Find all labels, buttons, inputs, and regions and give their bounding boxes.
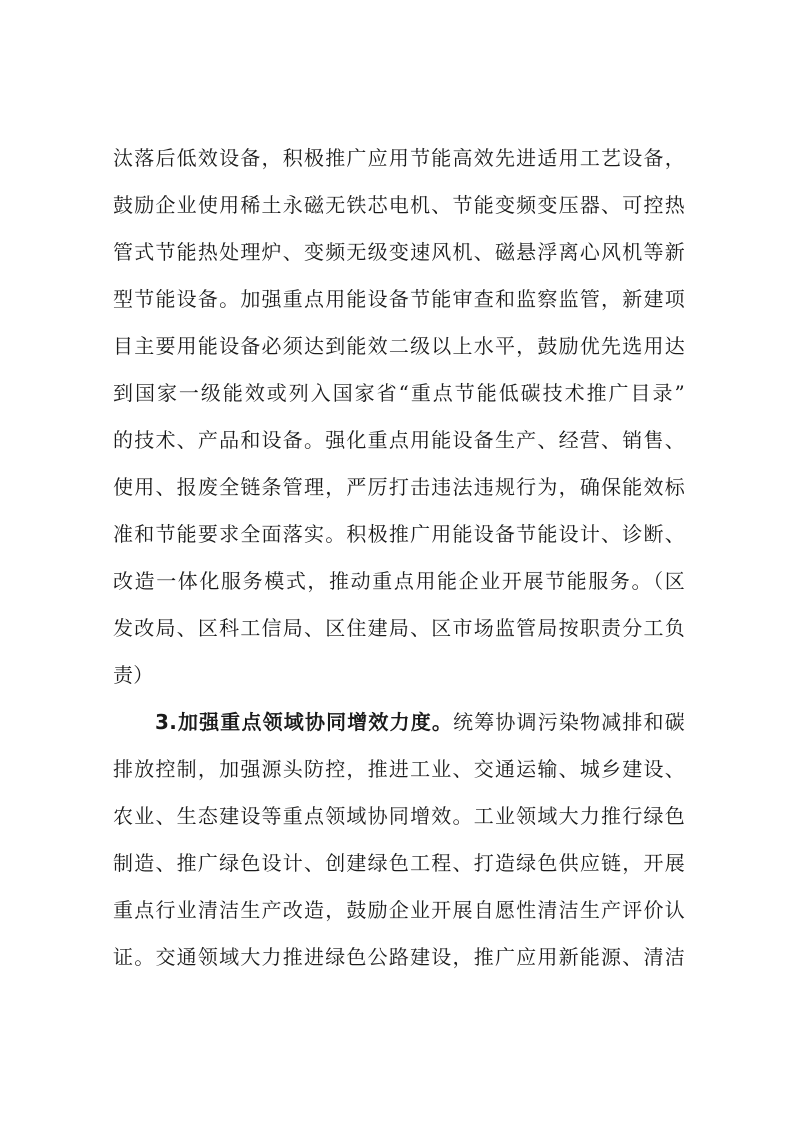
text-line: 管式节能热处理炉、变频无级变速风机、磁悬浮离心风机等新 xyxy=(113,240,685,264)
text-line: 准和节能要求全面落实。积极推广用能设备节能设计、诊断、 xyxy=(113,522,685,546)
text-line: 排放控制，加强源头防控，推进工业、交通运输、城乡建设、 xyxy=(113,757,685,781)
text-line: 的技术、产品和设备。强化重点用能设备生产、经营、销售、 xyxy=(113,428,685,452)
text-line: 制造、推广绿色设计、创建绿色工程、打造绿色供应链，开展 xyxy=(113,851,685,875)
text-line: 型节能设备。加强重点用能设备节能审查和监察监管，新建项 xyxy=(113,287,685,311)
text-line: 重点行业清洁生产改造，鼓励企业开展自愿性清洁生产评价认 xyxy=(113,898,685,922)
text-line: 发改局、区科工信局、区住建局、区市场监管局按职责分工负 xyxy=(113,616,685,640)
text-line: 鼓励企业使用稀土永磁无铁芯电机、节能变频变压器、可控热 xyxy=(113,193,685,217)
text-line: 使用、报废全链条管理，严厉打击违法违规行为，确保能效标 xyxy=(113,475,685,499)
text-span: 统筹协调污染物减排和碳 xyxy=(453,710,685,734)
text-line: 证。交通领域大力推进绿色公路建设，推广应用新能源、清洁 xyxy=(113,945,685,969)
section-heading: 3.加强重点领域协同增效力度。 xyxy=(155,710,454,734)
text-line: 责） xyxy=(113,663,154,687)
text-line: 目主要用能设备必须达到能效二级以上水平，鼓励优先选用达 xyxy=(113,334,685,358)
text-line: 改造一体化服务模式，推动重点用能企业开展节能服务。（区 xyxy=(113,569,685,593)
text-line: 汰落后低效设备，积极推广应用节能高效先进适用工艺设备， xyxy=(113,146,685,170)
text-line: 到国家一级能效或列入国家省“重点节能低碳技术推广目录” xyxy=(113,381,685,405)
text-line: 农业、生态建设等重点领域协同增效。工业领域大力推行绿色 xyxy=(113,804,685,828)
paragraph-heading-line xyxy=(155,707,685,737)
